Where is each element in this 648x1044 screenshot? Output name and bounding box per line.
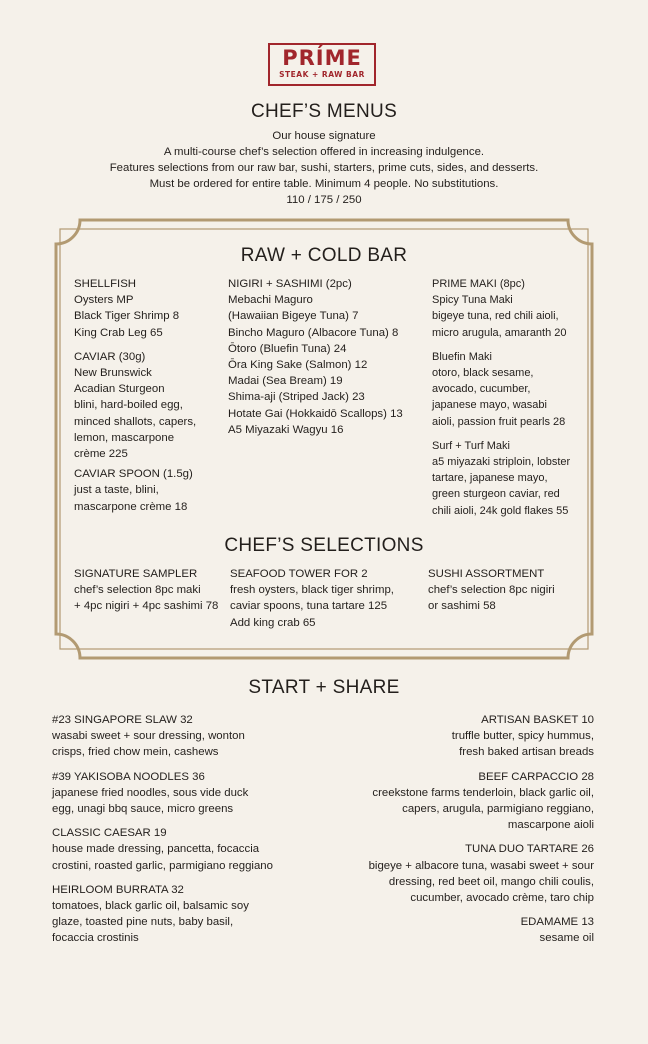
menu-item-description: creekstone farms tenderloin, black garlic oil,	[372, 786, 594, 799]
menu-item-description: + 4pc nigiri + 4pc sashimi 78	[74, 600, 219, 613]
menu-item: Surf + Turf Maki	[432, 439, 510, 452]
menu-item: New Brunswick	[74, 367, 152, 380]
menu-item-description: otoro, black sesame,	[432, 367, 534, 380]
menu-item: BEEF CARPACCIO 28	[478, 770, 594, 783]
chefs-selections-title: CHEF’S SELECTIONS	[224, 535, 424, 556]
logo-wordmark: PRÍME	[282, 46, 362, 70]
menu-item-description: minced shallots, capers,	[74, 415, 197, 428]
menu-item-description: aioli, passion fruit pearls 28	[432, 415, 566, 428]
menu-item-description: tomatoes, black garlic oil, balsamic soy	[52, 900, 249, 913]
menu-item-description: japanese mayo, wasabi	[432, 399, 547, 412]
menu-item-description: crème 225	[74, 448, 128, 461]
raw-bar-column-1	[74, 276, 224, 515]
raw-bar-title: RAW + COLD BAR	[240, 245, 408, 266]
menu-item: Shima-aji (Striped Jack) 23	[228, 391, 365, 404]
menu-item-description: focaccia crostinis	[52, 932, 139, 945]
menu-item-description: crostini, roasted garlic, parmigiano reggiano	[52, 859, 273, 872]
start-share-left-column	[52, 712, 322, 947]
menu-item: King Crab Leg 65	[74, 326, 163, 339]
menu-item-description: micro arugula, amaranth 20	[432, 326, 567, 339]
menu-item: Ōra King Sake (Salmon) 12	[228, 359, 368, 372]
menu-item-description: avocado, cucumber,	[432, 383, 531, 396]
menu-item: Acadian Sturgeon	[74, 383, 165, 396]
menu-item-description: truffle butter, spicy hummus,	[451, 730, 594, 743]
section-heading: SHELLFISH	[74, 278, 137, 290]
menu-item-description: house made dressing, pancetta, focaccia	[52, 843, 260, 856]
menu-item-description: chili aioli, 24k gold flakes 55	[432, 504, 569, 517]
raw-bar-column-2	[228, 276, 428, 438]
menu-item-addon: Add king crab 65	[230, 616, 316, 629]
menu-item-description: chef’s selection 8pc nigiri	[428, 584, 555, 597]
menu-item-description: wasabi sweet + sour dressing, wonton	[52, 730, 245, 743]
menu-item-description: caviar spoons, tuna tartare 125	[230, 600, 388, 613]
menu-item-description: crisps, fried chow mein, cashews	[52, 746, 219, 759]
menu-item: HEIRLOOM BURRATA 32	[52, 883, 184, 896]
chefs-menus-title: CHEF’S MENUS	[250, 101, 398, 122]
menu-item: #23 SINGAPORE SLAW 32	[52, 714, 193, 726]
menu-item-description: japanese fried noodles, sous vide duck	[52, 786, 249, 799]
section-heading: SIGNATURE SAMPLER	[74, 568, 198, 580]
menu-item-description: lemon, mascarpone	[74, 431, 175, 444]
menu-item-description: chef’s selection 8pc maki	[74, 584, 201, 597]
menu-item: Bincho Maguro (Albacore Tuna) 8	[228, 326, 399, 339]
menu-item-description: mascarpone crème 18	[74, 500, 188, 513]
menu-item: A5 Miyazaki Wagyu 16	[228, 423, 344, 436]
logo-tagline: STEAK + RAW BAR	[279, 70, 365, 79]
selection-sushi-assortment	[428, 566, 578, 615]
section-heading: CAVIAR SPOON (1.5g)	[74, 468, 193, 481]
menu-item-description: dressing, red beet oil, mango chili coulis,	[388, 875, 594, 888]
menu-item: Spicy Tuna Maki	[432, 294, 513, 307]
menu-item-description: tartare, japanese mayo,	[432, 472, 548, 485]
menu-item: EDAMAME 13	[520, 916, 594, 929]
section-heading: CAVIAR (30g)	[74, 350, 146, 363]
menu-item-description: bigeye tuna, red chili aioli,	[432, 310, 559, 323]
chefs-menus-line: A multi-course chef’s selection offered in increasing indulgence.	[163, 146, 485, 158]
chefs-menus-prices: 110 / 175 / 250	[286, 194, 362, 206]
menu-item-description: green sturgeon caviar, red	[432, 488, 560, 501]
raw-bar-column-3	[432, 276, 582, 519]
menu-item-description: cucumber, avocado crème, taro chip	[410, 892, 594, 905]
menu-item-description: mascarpone aioli	[507, 819, 594, 832]
menu-item-description: capers, arugula, parmigiano reggiano,	[402, 803, 594, 816]
chefs-menus-line: Our house signature	[272, 130, 376, 142]
menu-item: ARTISAN BASKET 10	[481, 714, 594, 726]
chefs-menus-description	[0, 128, 648, 208]
start-share-title: START + SHARE	[248, 677, 400, 698]
section-heading: SEAFOOD TOWER FOR 2	[230, 568, 368, 580]
menu-item-description: egg, unagi bbq sauce, micro greens	[52, 803, 234, 816]
selection-signature-sampler	[74, 566, 226, 615]
menu-item-description: a5 miyazaki striploin, lobster	[432, 456, 571, 469]
menu-item-description: sesame oil	[539, 932, 594, 945]
menu-item: CLASSIC CAESAR 19	[52, 827, 167, 840]
menu-item: Madai (Sea Bream) 19	[228, 375, 343, 388]
menu-item-description: fresh baked artisan breads	[459, 746, 594, 759]
menu-item: Black Tiger Shrimp 8	[74, 310, 180, 323]
menu-item: Ōtoro (Bluefin Tuna) 24	[228, 342, 347, 355]
menu-item-description: blini, hard-boiled egg,	[74, 399, 183, 412]
menu-item-description: fresh oysters, black tiger shrimp,	[230, 584, 394, 597]
menu-item-description: glaze, toasted pine nuts, baby basil,	[52, 916, 234, 929]
menu-item: Oysters MP	[74, 294, 134, 307]
section-heading: SUSHI ASSORTMENT	[428, 568, 545, 580]
prime-logo	[268, 43, 376, 86]
menu-item: Bluefin Maki	[432, 350, 492, 363]
menu-item: Mebachi Maguro	[228, 294, 313, 307]
section-heading: NIGIRI + SASHIMI (2pc)	[228, 278, 352, 290]
chefs-menus-line: Must be ordered for entire table. Minimum 4 people. No substitutions.	[149, 178, 499, 190]
selection-seafood-tower	[230, 566, 426, 631]
menu-item: (Hawaiian Bigeye Tuna) 7	[228, 310, 359, 323]
start-share-right-column	[326, 712, 594, 947]
menu-item: TUNA DUO TARTARE 26	[465, 843, 594, 856]
menu-item-description: bigeye + albacore tuna, wasabi sweet + sour	[368, 859, 594, 872]
menu-item-description: just a taste, blini,	[74, 484, 159, 497]
section-heading: PRIME MAKI (8pc)	[432, 278, 525, 290]
chefs-menus-line: Features selections from our raw bar, sushi, starters, prime cuts, sides, and desserts.	[109, 162, 539, 174]
menu-item-description: or sashimi 58	[428, 600, 496, 613]
menu-item: #39 YAKISOBA NOODLES 36	[52, 770, 205, 783]
menu-item: Hotate Gai (Hokkaidō Scallops) 13	[228, 407, 403, 420]
